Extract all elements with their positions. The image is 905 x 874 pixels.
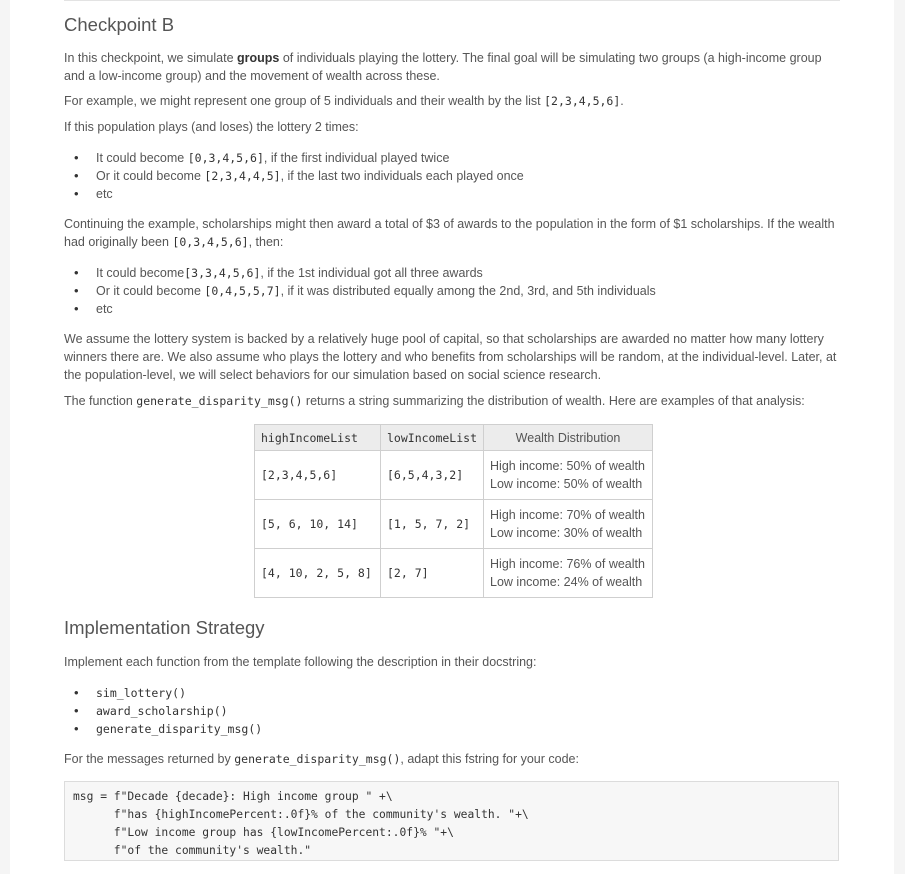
list-item: • generate_disparity_msg() <box>86 720 262 738</box>
table-row <box>255 549 653 598</box>
implementation-description: Implement each function from the template following the description in their docstring: <box>64 655 537 669</box>
table-row <box>255 451 653 500</box>
section-title: Checkpoint B <box>64 14 175 35</box>
code-line: f"of the community's wealth." <box>73 844 312 857</box>
low-income-cell: [2, 7] <box>381 549 484 598</box>
example-paragraph: For example, we might represent one group of 5 individuals and their wealth by the list [2,3,4,5,6]. <box>64 94 624 108</box>
high-income-cell: [4, 10, 2, 5, 8] <box>255 549 381 598</box>
assumption-paragraph: We assume the lottery system is backed by a relatively huge pool of capital, so that scholarships are awarded no matter how many lottery winners there are. We also assume who plays the lottery and who benefits from scholarships will be random, at the individual-level. Later, at the population-level, we will select behaviors for our simulation based on social science research. <box>64 332 837 382</box>
list-item: • etc <box>86 185 524 203</box>
column-header: lowIncomeList <box>381 425 484 451</box>
code-line: msg = f"Decade {decade}: High income group " +\ <box>73 790 393 803</box>
lottery-intro: If this population plays (and loses) the lottery 2 times: <box>64 120 359 134</box>
table-header-row <box>255 425 653 451</box>
intro-paragraph: In this checkpoint, we simulate groups of individuals playing the lottery. The final goal will be simulating two groups (a high-income group and a low-income group) and the movement of wealth across these. <box>64 51 822 83</box>
divider <box>64 0 840 1</box>
high-income-cell: [5, 6, 10, 14] <box>255 500 381 549</box>
function-list <box>86 684 262 738</box>
table-row <box>255 500 653 549</box>
list-item: • etc <box>86 300 656 318</box>
lottery-list <box>86 149 524 203</box>
code-block <box>64 781 839 861</box>
message-paragraph: For the messages returned by generate_disparity_msg(), adapt this fstring for your code: <box>64 752 579 766</box>
implementation-title: Implementation Strategy <box>64 617 265 638</box>
low-income-cell: [1, 5, 7, 2] <box>381 500 484 549</box>
high-income-cell: [2,3,4,5,6] <box>255 451 381 500</box>
scholarship-paragraph: Continuing the example, scholarships might then award a total of $3 of awards to the population in the form of $1 scholarships. If the wealth had originally been [0,3,4,5,6], then: <box>64 217 835 249</box>
distribution-cell: High income: 50% of wealth Low income: 50% of wealth <box>484 451 653 500</box>
list-item: • It could become [0,3,4,5,6], if the first individual played twice <box>86 149 524 167</box>
list-item: • sim_lottery() <box>86 684 262 702</box>
list-item: • Or it could become [2,3,4,4,5], if the last two individuals each played once <box>86 167 524 185</box>
list-item: • It could become[3,3,4,5,6], if the 1st individual got all three awards <box>86 264 656 282</box>
column-header: Wealth Distribution <box>484 425 653 451</box>
code-line: f"has {highIncomePercent:.0f}% of the community's wealth. "+\ <box>73 808 529 821</box>
distribution-cell: High income: 70% of wealth Low income: 30% of wealth <box>484 500 653 549</box>
column-header: highIncomeList <box>255 425 381 451</box>
disparity-table <box>254 424 653 598</box>
page <box>10 0 894 874</box>
scholarship-list <box>86 264 656 318</box>
low-income-cell: [6,5,4,3,2] <box>381 451 484 500</box>
list-item: • Or it could become [0,4,5,5,7], if it was distributed equally among the 2nd, 3rd, and 5th individuals <box>86 282 656 300</box>
code-line: f"Low income group has {lowIncomePercent:.0f}% "+\ <box>73 826 454 839</box>
list-item: • award_scholarship() <box>86 702 262 720</box>
function-paragraph: The function generate_disparity_msg() returns a string summarizing the distribution of wealth. Here are examples of that analysis: <box>64 394 805 408</box>
intro-bold: groups <box>237 51 280 65</box>
distribution-cell: High income: 76% of wealth Low income: 24% of wealth <box>484 549 653 598</box>
